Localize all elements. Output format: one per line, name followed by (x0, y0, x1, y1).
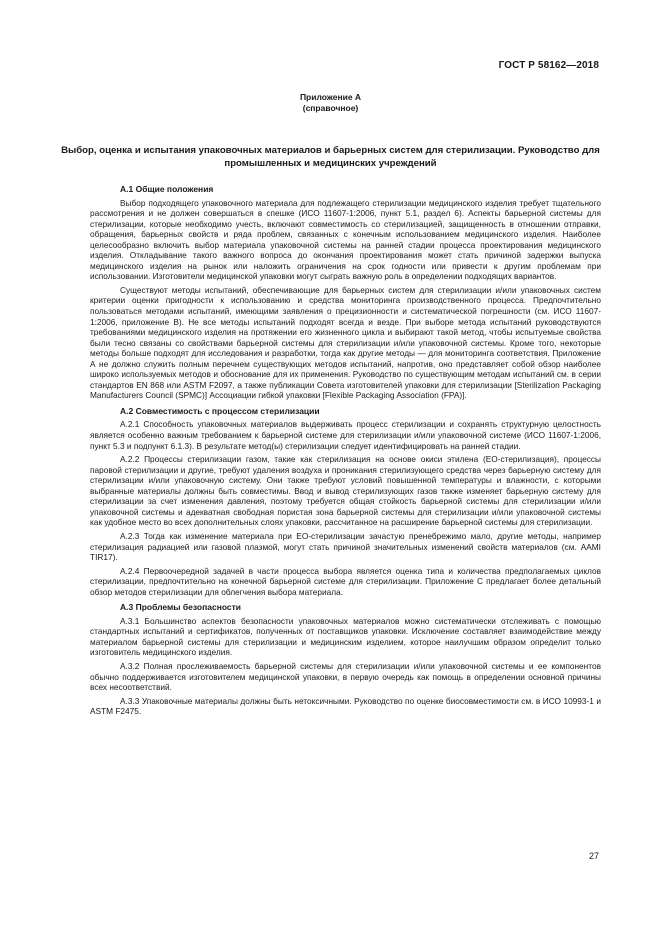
page-number: 27 (588, 851, 599, 861)
section-heading: А.1 Общие положения (120, 184, 214, 194)
paragraph: Выбор подходящего упаковочного материала для подлежащего стерилизации медицинского изделия требует тщательного рассмотрения и не должен совершаться в спешке (ИСО 11607-1:2006, пункт 5.1, раздел 6). Аспекты барьерной системы для стерилизации, которые необходимо учесть, включают совместимость со стерилизацией, защищенность в отношении отправки, обращения, барьерных свойств и ряда проблем, связанных с конечным использованием медицинского изделия. Наиболее целесообразно включить выбор материала упаковочной системы на ранней стадии процесса проектирования медицинского изделия. Откладывание такого важного вопроса до окончания проектирования может стать причиной задержки выпуска медицинского изделия на рынок или наложить ограничения на срок годности или привести к другим проблемам при использовании. Изготовители медицинской упаковки могут сыграть важную роль в определении подходящих вариантов. (90, 197, 601, 282)
paragraph: Существуют методы испытаний, обеспечивающие для барьерных систем для стерилизации и/или упаковочных систем критерии оценки пригодности к использованию и средства мониторинга производственного процесса. Предпочтительно пользоваться методами испытаний, имеющими заявления о прецизионности и систематической погрешности (см. ИСО 11607-1:2006, приложение В). Не все методы испытаний подходят всегда и везде. При выборе метода испытаний руководствуются требованиями медицинского изделия на протяжении его жизненного цикла и выбирают такой метод, чтобы испытуемые свойства были тесно связаны со свойствами барьерной системы для стерилизации и/или упаковочной системы. Кроме того, некоторые методы больше подходят для исследования и разработки, тогда как другие методы — для мониторинга соответствия. Приложение А не должно служить полным перечнем существующих методов испытаний, напротив, оно представляет собой обзор наиболее широко используемых методов и обоснование для их применения. Руководство по существующим методам испытаний см. в серии стандартов EN 868 или ASTM F2097, а также публикации Совета изготовителей упаковки для стерилизации [Sterilization Packaging Manufacturers Council (SPMC)] Ассоциации гибкой упаковки [Flexible Packaging Association (FPA)]. (90, 284, 601, 401)
section-heading: А.2 Совместимость с процессом стерилизации (120, 405, 320, 416)
document-title: Выбор, оценка и испытания упаковочных материалов и барьерных систем для стерилизации. Руководство для промышленных и медицинских учреждений (61, 145, 600, 169)
paragraph: А.2.3 Тогда как изменение материала при ЕО-стерилизации зачастую пренебрежимо мало, другие методы, например стерилизация радиацией или газовой плазмой, могут стать причиной значительных изменений свойств материалов (см. AAMI TIR17). (90, 530, 601, 563)
paragraph: А.3.1 Большинство аспектов безопасности упаковочных материалов можно систематически отслеживать с помощью стандартных испытаний и сертификатов, полученных от поставщиков упаковки. Исключение составляет взаимодействие между материалом барьерной системы для стерилизации и медицинским изделием, которое наилучшим образом определит только изготовитель медицинского изделия. (90, 615, 601, 658)
paragraph: А.3.3 Упаковочные материалы должны быть нетоксичными. Руководство по оценке биосовместимости см. в ИСО 10993-1 и ASTM F2475. (90, 695, 601, 717)
paragraph: А.2.2 Процессы стерилизации газом, такие как стерилизация на основе окиси этилена (ЕО-стерилизация), процессы паровой стерилизации и другие, требуют удаления воздуха и проникания стерилизующего средства через барьерную систему для стерилизации и/или упаковочную систему. Они также требуют условий повышенной температуры и влажности, с которыми выбранные материалы должны быть совместимы. Ввод и вывод стерилизующих газов также изменяет барьерную систему для стерилизации за счет изменения давления, поэтому требуется общая стойкость барьерной системы для стерилизации и/или упаковочной системы и адекватная свободная пористая зона барьерной системы для стерилизации и/или упаковочной системы как удобное место во всех дополнительных слоях упаковки, рассчитанное на расширение барьерной системы для стерилизации. (90, 454, 601, 528)
annex-heading (0, 92, 661, 114)
document-body (90, 184, 601, 717)
paragraph: А.3.2 Полная прослеживаемость барьерной системы для стерилизации и/или упаковочной системы и ее компонентов обычно поддерживается изготовителем медицинской упаковки, в первую очередь как помощь в определении основной причины всех несоответствий. (90, 660, 601, 693)
standard-code: ГОСТ Р 58162—2018 (498, 60, 599, 71)
annex-status: (справочное) (302, 103, 359, 113)
section-heading: А.3 Проблемы безопасности (120, 602, 242, 613)
paragraph: А.2.1 Способность упаковочных материалов выдерживать процесс стерилизации и сохранять структурную целостность является особенно важным требованием к барьерной системе для стерилизации и/или упаковочной системе (ИСО 11607-1:2006, пункт 5.3 и подпункт 6.1.3). В результате метод(ы) стерилизации следует идентифицировать на ранней стадии. (90, 419, 601, 451)
paragraph: А.2.4 Первоочередной задачей в части процесса выбора является оценка типа и количества предполагаемых циклов стерилизации, предпочтительно на конечной барьерной системе для стерилизации. Приложение С предлагает более детальный обзор методов стерилизации для облегчения выбора материала. (90, 565, 601, 597)
annex-label: Приложение А (299, 92, 362, 102)
